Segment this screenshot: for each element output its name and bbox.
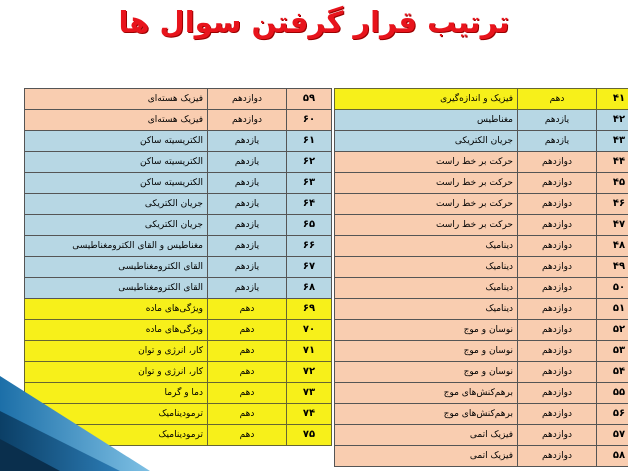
grade-cell: دوازدهم <box>518 278 597 299</box>
question-number-cell: ۴۸ <box>597 236 628 257</box>
decorative-blue-wedge <box>0 351 628 471</box>
table-row <box>335 173 628 194</box>
question-number-cell: ۵۵ <box>597 383 628 404</box>
topic-cell: دما و گرما <box>25 383 208 404</box>
table-row <box>335 89 628 110</box>
question-number-cell: ۵۰ <box>597 278 628 299</box>
question-number-cell: ۶۰ <box>287 110 332 131</box>
table-row <box>25 89 332 110</box>
question-number-cell: ۶۵ <box>287 215 332 236</box>
table-row <box>335 110 628 131</box>
table-row <box>25 320 332 341</box>
topic-cell: ترمودینامیک <box>25 404 208 425</box>
table-row <box>25 194 332 215</box>
table-row <box>25 257 332 278</box>
grade-cell: دهم <box>208 425 287 446</box>
topic-cell: ترمودینامیک <box>25 425 208 446</box>
question-number-cell: ۴۶ <box>597 194 628 215</box>
topic-cell: جریان الکتریکی <box>335 131 518 152</box>
grade-cell: دوازدهم <box>518 383 597 404</box>
table-row <box>335 278 628 299</box>
question-number-cell: ۴۲ <box>597 110 628 131</box>
topic-cell: نوسان و موج <box>335 341 518 362</box>
grade-cell: یازدهم <box>208 131 287 152</box>
topic-cell: جریان الکتریکی <box>25 194 208 215</box>
topic-cell: الکتریسیته ساکن <box>25 152 208 173</box>
table-row <box>25 299 332 320</box>
topic-cell: مغناطیس <box>335 110 518 131</box>
question-number-cell: ۶۲ <box>287 152 332 173</box>
topic-cell: جریان الکتریکی <box>25 215 208 236</box>
grade-cell: دهم <box>208 299 287 320</box>
grade-cell: یازدهم <box>518 110 597 131</box>
grade-cell: دوازدهم <box>518 425 597 446</box>
grade-cell: دوازدهم <box>518 173 597 194</box>
question-number-cell: ۵۶ <box>597 404 628 425</box>
grade-cell: یازدهم <box>518 131 597 152</box>
grade-cell: دوازدهم <box>518 299 597 320</box>
table-row <box>335 131 628 152</box>
grade-cell: دوازدهم <box>518 236 597 257</box>
slide-title: ترتیب قرار گرفتن سوال ها <box>118 5 510 39</box>
topic-cell: مغناطیس و القای الکترومغناطیسی <box>25 236 208 257</box>
table-row <box>335 257 628 278</box>
topic-cell: القای الکترومغناطیسی <box>25 257 208 278</box>
grade-cell: دوازدهم <box>208 110 287 131</box>
question-number-cell: ۵۴ <box>597 362 628 383</box>
question-number-cell: ۷۲ <box>287 362 332 383</box>
question-number-cell: ۶۳ <box>287 173 332 194</box>
grade-cell: یازدهم <box>208 173 287 194</box>
question-number-cell: ۵۱ <box>597 299 628 320</box>
grade-cell: یازدهم <box>208 152 287 173</box>
question-number-cell: ۷۵ <box>287 425 332 446</box>
grade-cell: دوازدهم <box>518 257 597 278</box>
table-row <box>25 131 332 152</box>
topic-cell: حرکت بر خط راست <box>335 173 518 194</box>
topic-cell: فیزیک اتمی <box>335 446 518 467</box>
topic-cell: حرکت بر خط راست <box>335 194 518 215</box>
topic-cell: برهم‌کنش‌های موج <box>335 383 518 404</box>
grade-cell: دوازدهم <box>518 341 597 362</box>
grade-cell: دهم <box>208 383 287 404</box>
topic-cell: برهم‌کنش‌های موج <box>335 404 518 425</box>
table-row <box>335 299 628 320</box>
question-number-cell: ۴۴ <box>597 152 628 173</box>
question-number-cell: ۶۸ <box>287 278 332 299</box>
grade-cell: دهم <box>208 362 287 383</box>
question-number-cell: ۶۹ <box>287 299 332 320</box>
table-row <box>25 215 332 236</box>
table-row <box>25 173 332 194</box>
question-number-cell: ۴۳ <box>597 131 628 152</box>
table-row <box>335 320 628 341</box>
question-number-cell: ۴۷ <box>597 215 628 236</box>
grade-cell: دوازدهم <box>518 152 597 173</box>
topic-cell: فیزیک و اندازه‌گیری <box>335 89 518 110</box>
topic-cell: الکتریسیته ساکن <box>25 131 208 152</box>
grade-cell: یازدهم <box>208 194 287 215</box>
topic-cell: القای الکترومغناطیسی <box>25 278 208 299</box>
question-number-cell: ۵۹ <box>287 89 332 110</box>
topic-cell: کار، انرژی و توان <box>25 341 208 362</box>
grade-cell: دهم <box>208 320 287 341</box>
question-number-cell: ۵۳ <box>597 341 628 362</box>
grade-cell: دوازدهم <box>518 404 597 425</box>
grade-cell: دوازدهم <box>208 89 287 110</box>
topic-cell: حرکت بر خط راست <box>335 215 518 236</box>
question-number-cell: ۴۵ <box>597 173 628 194</box>
topic-cell: ویژگی‌های ماده <box>25 320 208 341</box>
question-number-cell: ۴۹ <box>597 257 628 278</box>
grade-cell: دوازدهم <box>518 194 597 215</box>
grade-cell: دهم <box>208 341 287 362</box>
grade-cell: دوازدهم <box>518 446 597 467</box>
question-number-cell: ۶۷ <box>287 257 332 278</box>
topic-cell: فیزیک هسته‌ای <box>25 110 208 131</box>
topic-cell: الکتریسیته ساکن <box>25 173 208 194</box>
grade-cell: دوازدهم <box>518 320 597 341</box>
question-number-cell: ۴۱ <box>597 89 628 110</box>
table-row <box>25 278 332 299</box>
question-number-cell: ۵۸ <box>597 446 628 467</box>
question-number-cell: ۷۱ <box>287 341 332 362</box>
grade-cell: یازدهم <box>208 215 287 236</box>
question-number-cell: ۷۰ <box>287 320 332 341</box>
grade-cell: دهم <box>518 89 597 110</box>
question-number-cell: ۵۷ <box>597 425 628 446</box>
topic-cell: فیزیک هسته‌ای <box>25 89 208 110</box>
topic-cell: دینامیک <box>335 257 518 278</box>
topic-cell: کار، انرژی و توان <box>25 362 208 383</box>
topic-cell: دینامیک <box>335 236 518 257</box>
grade-cell: دوازدهم <box>518 362 597 383</box>
question-number-cell: ۷۳ <box>287 383 332 404</box>
question-number-cell: ۷۴ <box>287 404 332 425</box>
table-row <box>25 236 332 257</box>
topic-cell: حرکت بر خط راست <box>335 152 518 173</box>
grade-cell: دهم <box>208 404 287 425</box>
topic-cell: دینامیک <box>335 278 518 299</box>
topic-cell: فیزیک اتمی <box>335 425 518 446</box>
question-number-cell: ۶۴ <box>287 194 332 215</box>
topic-cell: دینامیک <box>335 299 518 320</box>
table-row <box>335 236 628 257</box>
grade-cell: دوازدهم <box>518 215 597 236</box>
grade-cell: یازدهم <box>208 278 287 299</box>
grade-cell: یازدهم <box>208 257 287 278</box>
table-row <box>335 194 628 215</box>
question-number-cell: ۶۶ <box>287 236 332 257</box>
table-row <box>25 152 332 173</box>
table-row <box>335 152 628 173</box>
question-number-cell: ۵۲ <box>597 320 628 341</box>
table-row <box>25 110 332 131</box>
topic-cell: نوسان و موج <box>335 320 518 341</box>
topic-cell: نوسان و موج <box>335 362 518 383</box>
grade-cell: یازدهم <box>208 236 287 257</box>
topic-cell: ویژگی‌های ماده <box>25 299 208 320</box>
question-number-cell: ۶۱ <box>287 131 332 152</box>
table-row <box>335 215 628 236</box>
